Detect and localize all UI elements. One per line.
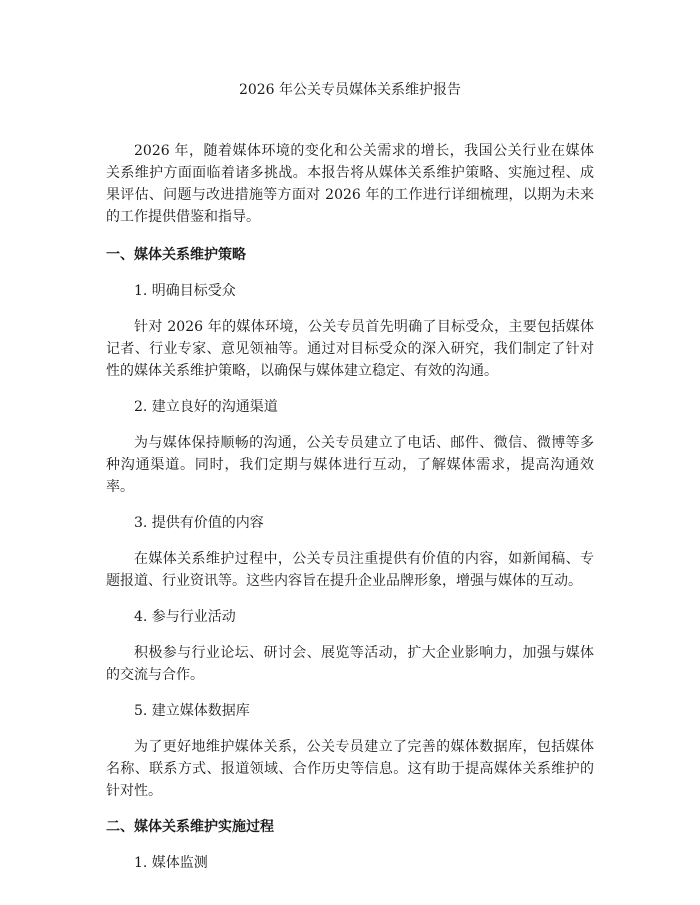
sub-heading-industry-activities: 4. 参与行业活动 — [134, 609, 236, 625]
sub-heading-target-audience: 1. 明确目标受众 — [134, 283, 236, 299]
intro-paragraph: 2026 年，随着媒体环境的变化和公关需求的增长，我国公关行业在媒体关系维护方面面临着诸多挑战。本报告将从媒体关系维护策略、实施过程、成果评估、问题与改进措施等方面对 2026 年的工作进行详细梳理，以期为未来的工作提供借鉴和指导。 — [106, 143, 594, 225]
sub-heading-valuable-content: 3. 提供有价值的内容 — [134, 515, 264, 531]
paragraph-valuable-content: 在媒体关系维护过程中，公关专员注重提供有价值的内容，如新闻稿、专题报道、行业资讯等。这些内容旨在提升企业品牌形象，增强与媒体的互动。 — [106, 551, 594, 589]
paragraph-communication-channels: 为与媒体保持顺畅的沟通，公关专员建立了电话、邮件、微信、微博等多种沟通渠道。同时，我们定期与媒体进行互动，了解媒体需求，提高沟通效率。 — [106, 435, 594, 495]
paragraph-media-database: 为了更好地维护媒体关系，公关专员建立了完善的媒体数据库，包括媒体名称、联系方式、报道领域、合作历史等信息。这有助于提高媒体关系维护的针对性。 — [106, 739, 594, 799]
section-heading-strategy: 一、媒体关系维护策略 — [106, 247, 246, 263]
paragraph-target-audience: 针对 2026 年的媒体环境，公关专员首先明确了目标受众，主要包括媒体记者、行业专家、意见领袖等。通过对目标受众的深入研究，我们制定了针对性的媒体关系维护策略，以确保与媒体建立稳定、有效的沟通。 — [106, 319, 594, 379]
sub-heading-media-database: 5. 建立媒体数据库 — [134, 703, 250, 719]
sub-heading-media-monitoring: 1. 媒体监测 — [134, 855, 208, 871]
section-heading-implementation: 二、媒体关系维护实施过程 — [106, 819, 274, 835]
document-title: 2026 年公关专员媒体关系维护报告 — [238, 82, 462, 98]
sub-heading-communication-channels: 2. 建立良好的沟通渠道 — [134, 399, 278, 415]
paragraph-industry-activities: 积极参与行业论坛、研讨会、展览等活动，扩大企业影响力，加强与媒体的交流与合作。 — [106, 645, 594, 683]
